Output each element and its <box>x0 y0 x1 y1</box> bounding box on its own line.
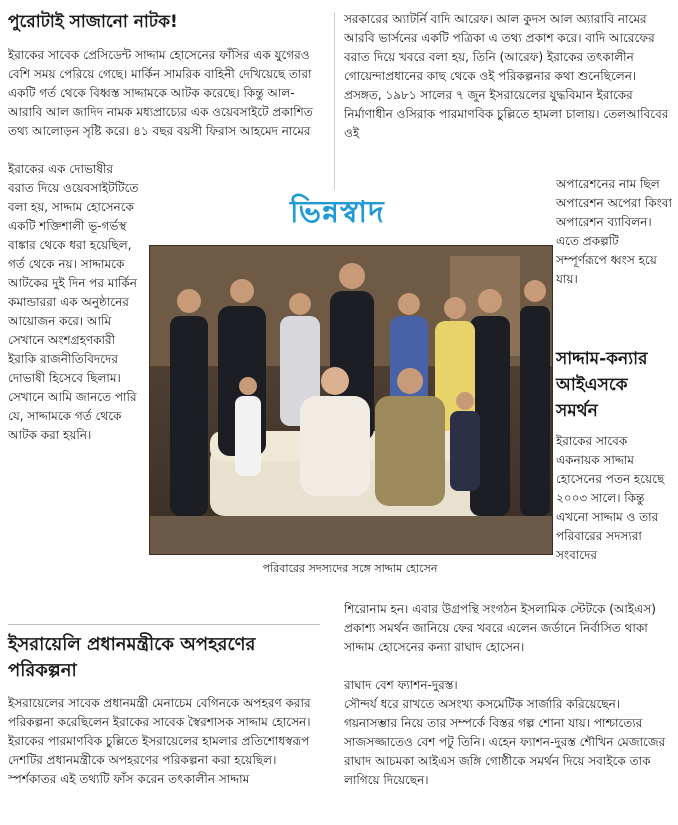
article-headline-bottom: ইসরায়েলি প্রধানমন্ত্রীকে অপহরণের পরিকল্পনা <box>8 634 256 681</box>
article-continuation-side: অপারেশনের নাম ছিল অপারেশন অপেরা কিংবা অপারেশন ব্যাবিলন। এতে প্রকল্পটি সম্পূর্ণরূপে ধ্বংস হয়ে যায়। <box>556 177 672 286</box>
article-body-bottom: ইসরায়েলের সাবেক প্রধানমন্ত্রী মেনাচেম বেগিনকে অপহরণ করার পরিকল্পনা করেছিলেন ইরাকের সাবেক স্বৈরশাসক সাদ্দাম হোসেন। ইরাকের পারমাণবিক চুল্লিতে ইসরায়েলের হামলার প্রতিশোধস্বরূপ দেশটির প্রধানমন্ত্রীকে অপহরণের পরিকল্পনা করা হয়েছিল। স্পর্শকাতর এই তথ্যটি ফাঁস করেন তৎকালীন সাদ্দাম <box>8 696 311 786</box>
article-lead-paragraph: ইরাকের সাবেক প্রেসিডেন্ট সাদ্দাম হোসেনের ফাঁসির এক যুগেরও বেশি সময় পেরিয়ে গেছে। মার্কিন সামরিক বাহিনী দেখিয়েছে তারা একটি গর্ত থেকে বিধ্বস্ত সাদ্দামকে আটক করেছে। কিন্তু আল-আরাবি আল জাদিদ নামক মধ্যপ্রাচ্যের এক ওয়েবসাইটে প্রকাশিত তথ্য আলোড়ন সৃষ্টি করে। ৪১ বছর বয়সী ফিরাস আহমেদ নামের <box>8 48 313 138</box>
article-side-paragraph-right: ইরাকের সাবেক একনায়ক সাদ্দাম হোসেনের পতন হয়েছে ২০০৩ সালে। কিন্তু এখনো সাদ্দাম ও তার পরিবারের সদস্যরা সংবাদের <box>556 434 665 562</box>
family-photo <box>149 245 553 555</box>
article-headline-secondary: সাদ্দাম-কন্যার আইএসকে সমর্থন <box>556 349 648 421</box>
photo-caption: পরিবারের সদস্যদের সঙ্গে সাদ্দাম হোসেন <box>262 562 438 575</box>
article-side-paragraph: ইরাকের এক দোভাষীর বরাত দিয়ে ওয়েবসাইটটিতে বলা হয়, সাদ্দাম হোসেনকে একটি শক্তিশালী ভূ-গর্ভস্থ বাঙ্কার থেকে ধরা হয়েছিল, গর্ত থেকে নয়। সাদ্দামকে আটকের দুই দিন পর মার্কিন কমান্ডাররা এক অনুষ্ঠানের আয়োজন করে। আমি সেখানে অংশগ্রহণকারী ইরাকি রাজনীতিবিদদের দোভাষী হিসেবে ছিলাম। সেখানে আমি জানতে পারি যে, সাদ্দামকে গর্ত থেকে আটক করা হয়নি। <box>8 162 139 442</box>
section-banner: ভিন্নস্বাদ <box>290 195 385 230</box>
column-divider <box>334 12 335 190</box>
section-divider <box>8 624 320 625</box>
article-headline: পুরোটাই সাজানো নাটক! <box>8 12 178 32</box>
article-body-bottom-right-2: রাঘাদ বেশ ফ্যাশন-দুরস্ত। <box>344 678 458 692</box>
article-body-bottom-right-3: সৌন্দর্য ধরে রাখতে অসংখ্য কসমেটিক সার্জারি করিয়েছেন। গয়নাসম্ভার নিয়ে তার সম্পর্কে বিস্তর গল্প শোনা যায়। পাশ্চাত্যের সাজসজ্জাতেও বেশ পটু তিনি। এহেন ফ্যাশন-দুরস্ত শৌখিন মেজাজের রাঘাদ আচমকা আইএস জঙ্গি গোষ্ঠীকে সমর্থন দিয়ে সবাইকে তাক লাগিয়ে দিয়েছেন। <box>344 697 666 787</box>
article-body-bottom-right: শিরোনাম হন। এবার উগ্রপন্থি সংগঠন ইসলামিক স্টেটকে (আইএস) প্রকাশ্য সমর্থন জানিয়ে ফের খবরে এলেন জর্ডানে নির্বাসিত থাকা সাদ্দাম হোসেনের কন্যা রাঘাদ হোসেন। <box>344 602 656 654</box>
article-continuation-top: সরকারের অ্যাটর্নি বাদি আরেফ। আল কুদস আল অ্যারাবি নামের আরবি ভার্সনের একটি পত্রিকা এ তথ্য প্রকাশ করে। বাদি আরেফের বরাত দিয়ে খবরে বলা হয়, তিনি (আরেফ) ইরাকের তৎকালীন গোয়েন্দাপ্রধানের কাছ থেকে ওই পরিকল্পনার কথা শুনেছিলেন। প্রসঙ্গত, ১৯৮১ সালের ৭ জুন ইসরায়েলের যুদ্ধবিমান ইরাকের নির্মাণাধীন ওসিরাক পারমাণবিক চুল্লিতে হামলা চালায়। তেলআবিবের ওই <box>344 12 669 140</box>
